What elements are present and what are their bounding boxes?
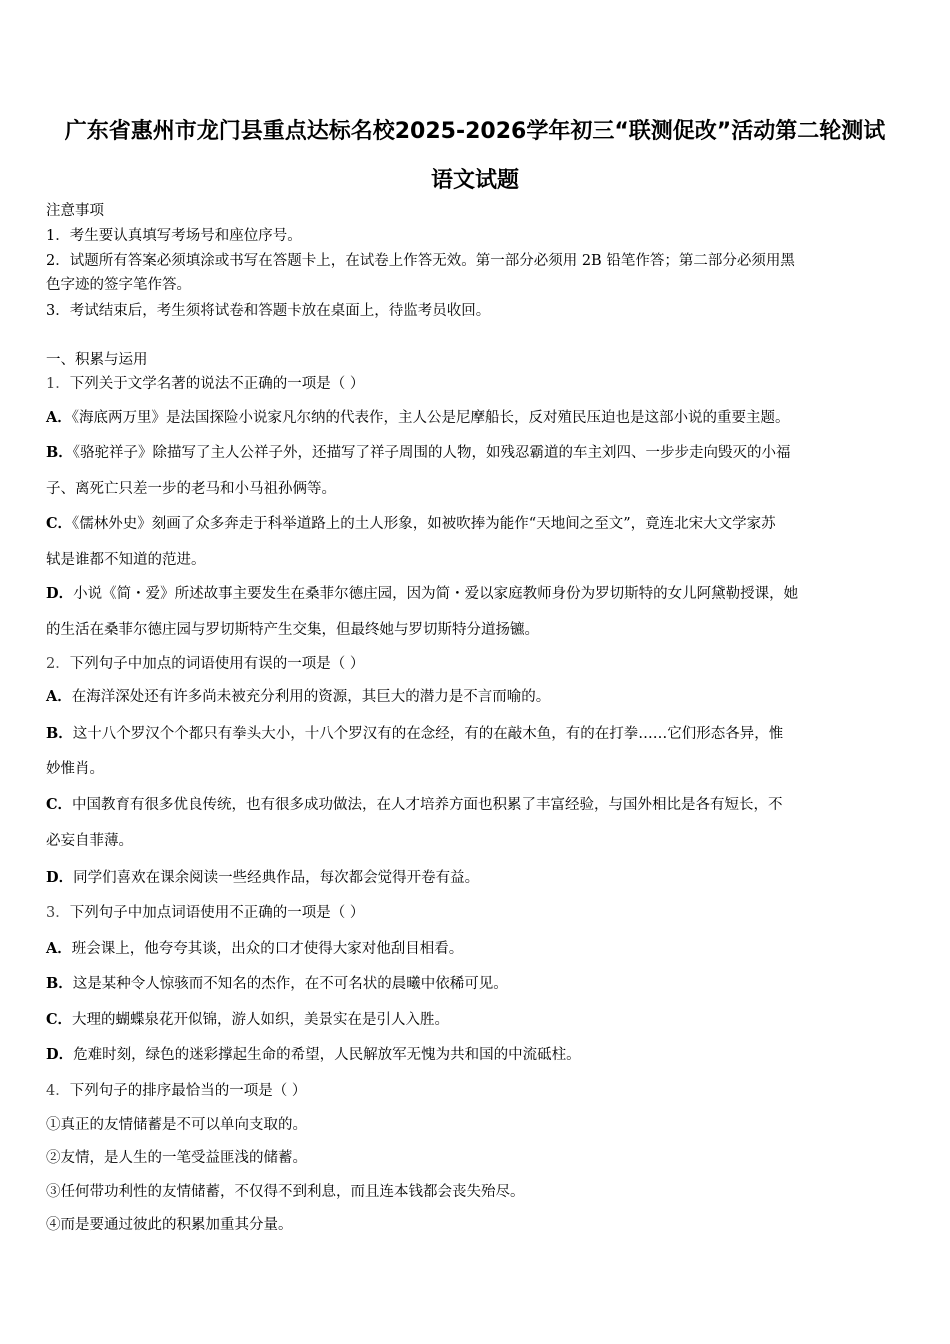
q2-option-b-continued: 妙惟肖。 bbox=[46, 761, 104, 777]
q4-sentence-4: ④而是要通过彼此的积累加重其分量。 bbox=[46, 1217, 293, 1233]
option-text: 大理的蝴蝶泉花开似锦，游人如织，美景实在是引人入胜。 bbox=[72, 1012, 450, 1028]
question-1-stem bbox=[46, 377, 364, 392]
option-text: 这十八个罗汉个个都只有拳头大小，十八个罗汉有的在念经，有的在敲木鱼，有的在打拳……它们形态各异，惟 bbox=[72, 726, 784, 742]
question-2-stem bbox=[46, 657, 364, 672]
q1-option-c-continued: 轼是谁都不知道的范进。 bbox=[46, 552, 206, 568]
option-label: A． bbox=[46, 409, 72, 426]
option-text: 班会课上，他夸夸其谈，出众的口才使得大家对他刮目相看。 bbox=[71, 941, 464, 957]
q3-option-c bbox=[46, 1013, 449, 1028]
option-label: C． bbox=[46, 796, 73, 813]
notice-item: 色字迹的签字笔作答。 bbox=[46, 277, 191, 293]
q4-sentence-2: ②友情，是人生的一笔受益匪浅的储蓄。 bbox=[46, 1150, 307, 1166]
q2-option-c-continued: 必妄自菲薄。 bbox=[46, 833, 133, 849]
q2-option-d bbox=[46, 871, 479, 886]
q1-option-b-continued: 子、离死亡只差一步的老马和小马祖孙俩等。 bbox=[46, 481, 336, 497]
option-label: A． bbox=[46, 940, 72, 957]
notice-item: 3．考试结束后，考生须将试卷和答题卡放在桌面上，待监考员收回。 bbox=[46, 303, 491, 319]
option-label: D． bbox=[46, 585, 74, 602]
q3-option-d bbox=[46, 1048, 581, 1063]
section-title: 一、积累与运用 bbox=[46, 352, 148, 368]
question-4-stem bbox=[46, 1084, 306, 1099]
notice-item: 2．试题所有答案必须填涂或书写在答题卡上，在试卷上作答无效。第一部分必须用 2B 铅笔作答；第二部分必须用黑 bbox=[46, 253, 795, 269]
q2-option-c bbox=[46, 798, 783, 813]
option-text: 《儒林外史》刻画了众多奔走于科举道路上的土人形象，如被吹捧为能作“天地间之至文”，竟连北宋大文学家苏 bbox=[72, 516, 776, 532]
question-number: 3． bbox=[46, 905, 70, 921]
q4-sentence-3: ③任何带功利性的友情储蓄，不仅得不到利息，而且连本钱都会丧失殆尽。 bbox=[46, 1184, 525, 1200]
question-number: 4． bbox=[46, 1083, 70, 1099]
q3-option-a bbox=[46, 942, 463, 957]
question-number: 1． bbox=[46, 376, 70, 392]
option-text: 这是某种令人惊骇而不知名的杰作，在不可名状的晨曦中依稀可见。 bbox=[72, 976, 508, 992]
notice-heading: 注意事项 bbox=[46, 203, 104, 219]
option-text: 危难时刻，绿色的迷彩撑起生命的希望，人民解放军无愧为共和国的中流砥柱。 bbox=[73, 1047, 581, 1063]
question-text: 下列关于文学名著的说法不正确的一项是（ ） bbox=[69, 376, 365, 392]
question-number: 2． bbox=[46, 656, 70, 672]
option-label: D． bbox=[46, 1046, 74, 1063]
option-label: B． bbox=[46, 975, 73, 992]
option-label: C． bbox=[46, 1011, 73, 1028]
notice-item: 1．考生要认真填写考场号和座位序号。 bbox=[46, 228, 302, 244]
option-label: D． bbox=[46, 869, 74, 886]
option-text: 小说《简・爱》所述故事主要发生在桑菲尔德庄园，因为简・爱以家庭教师身份为罗切斯特的女儿阿黛勒授课，她 bbox=[73, 586, 799, 602]
question-text: 下列句子中加点词语使用不正确的一项是（ ） bbox=[69, 905, 365, 921]
q1-option-d-continued: 的生活在桑菲尔德庄园与罗切斯特产生交集，但最终她与罗切斯特分道扬镳。 bbox=[46, 622, 539, 638]
option-label: B． bbox=[46, 725, 73, 742]
option-label: B． bbox=[46, 444, 73, 461]
q3-option-b bbox=[46, 977, 508, 992]
q1-option-a bbox=[46, 411, 790, 426]
q2-option-b bbox=[46, 727, 783, 742]
option-text: 中国教育有很多优良传统，也有很多成功做法，在人才培养方面也积累了丰富经验，与国外相比是各有短长，不 bbox=[72, 797, 783, 813]
option-text: 《海底两万里》是法国探险小说家凡尔纳的代表作，主人公是尼摩船长，反对殖民压迫也是这部小说的重要主题。 bbox=[71, 410, 790, 426]
q1-option-d bbox=[46, 587, 798, 602]
option-text: 同学们喜欢在课余阅读一些经典作品，每次都会觉得开卷有益。 bbox=[73, 870, 480, 886]
option-label: C． bbox=[46, 515, 73, 532]
question-text: 下列句子的排序最恰当的一项是（ ） bbox=[69, 1083, 307, 1099]
question-text: 下列句子中加点的词语使用有误的一项是（ ） bbox=[69, 656, 365, 672]
exam-subject-title: 语文试题 bbox=[430, 168, 519, 193]
exam-title: 广东省惠州市龙门县重点达标名校2025-2026学年初三“联测促改”活动第二轮测试 bbox=[64, 119, 886, 144]
q1-option-b bbox=[46, 446, 791, 461]
option-label: A． bbox=[46, 688, 72, 705]
q1-option-c bbox=[46, 517, 776, 532]
option-text: 《骆驼祥子》除描写了主人公祥子外，还描写了祥子周围的人物，如残忍霸道的车主刘四、一步步走向毁灭的小福 bbox=[72, 445, 791, 461]
q4-sentence-1: ①真正的友情储蓄是不可以单向支取的。 bbox=[46, 1117, 307, 1133]
q2-option-a bbox=[46, 690, 550, 705]
question-3-stem bbox=[46, 906, 364, 921]
option-text: 在海洋深处还有许多尚未被充分利用的资源，其巨大的潜力是不言而喻的。 bbox=[71, 689, 551, 705]
